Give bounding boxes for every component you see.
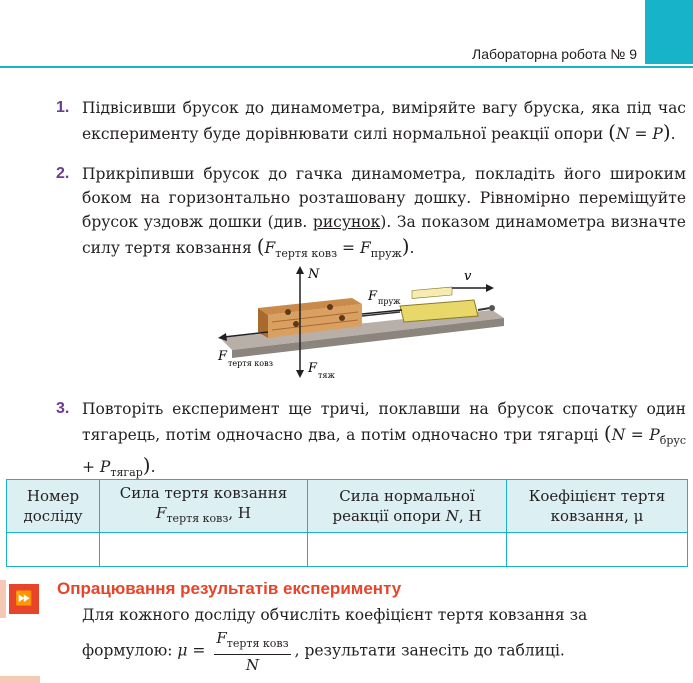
step-number: 1. bbox=[56, 99, 70, 116]
table-header-cell: Сила нормальної реакції опори N, Н bbox=[308, 480, 507, 533]
step-number: 2. bbox=[56, 165, 70, 182]
page-tab bbox=[645, 0, 693, 64]
step-text: Підвісивши брусок до динамометра, виміряйте вагу бруска, яка під час експерименту буде дорівнювати силі нормальної реакції опори bbox=[82, 99, 686, 143]
step-text-2: ). За показом динамометра визначте силу тертя ковзання bbox=[82, 213, 686, 257]
svg-text:тяж: тяж bbox=[318, 371, 335, 380]
formula-fraction: $\frac{F_{тертя ковз}}{N}$ bbox=[216, 629, 289, 674]
table-cell[interactable] bbox=[7, 533, 100, 567]
table-cell[interactable] bbox=[507, 533, 688, 567]
label-f-tertya: F bbox=[218, 349, 228, 364]
label-f-pruzh: F bbox=[368, 289, 378, 304]
section-marker bbox=[0, 580, 6, 618]
step-number: 3. bbox=[56, 400, 70, 417]
section-text: Для кожного досліду обчисліть коефіцієнт тертя ковзання за bbox=[82, 606, 588, 624]
table-header-cell: Коефіцієнт тертя ковзання, μ bbox=[507, 480, 688, 533]
step-3: 3. Повторіть експеримент ще тричі, поклавши на брусок спочатку один тягарець, потім одночасно два, а потім одночасно три тягарці $(N = P_{брус} + P_{тягар})$. bbox=[82, 397, 686, 485]
label-N: N bbox=[308, 267, 320, 282]
table-cell[interactable] bbox=[308, 533, 507, 567]
page-header-title: Лабораторна робота № 9 bbox=[472, 46, 637, 62]
label-v: v bbox=[464, 269, 472, 284]
step-2: 2. Прикріпивши брусок до гачка динамометра, покладіть його широким боком на горизонтально розташовану дошку. Рівномірно переміщуйте брусок уздовж дошки (див. рисунок). За показом динамометра визначте силу тертя ковзання $(F_{тертя ковз} = F_{пруж})$. bbox=[82, 162, 686, 266]
table-header-row bbox=[7, 480, 688, 533]
section-formula-line: формулою: μ = $\frac{F_{тертя ковз}}{N}$ , результати занесіть до таблиці. bbox=[82, 629, 565, 674]
step-1: 1. Підвісивши брусок до динамометра, виміряйте вагу бруска, яка під час експерименту буде дорівнювати силі нормальної реакції опори (N = P). bbox=[82, 96, 686, 146]
formula: N = P bbox=[615, 125, 663, 143]
svg-text:тертя ковз: тертя ковз bbox=[228, 359, 273, 368]
header-divider bbox=[0, 66, 693, 68]
table-header-cell: Номер досліду bbox=[7, 480, 100, 533]
step-text: Прикріпивши брусок до гачка динамометра, покладіть його широким боком на горизонтально розташовану дошку. Рівномірно переміщуйте брусок уздовж дошки (див. bbox=[82, 165, 686, 231]
svg-text:пруж: пруж bbox=[378, 297, 401, 306]
table-row bbox=[7, 533, 688, 567]
figure-link[interactable]: рисунок bbox=[312, 213, 381, 231]
results-table bbox=[6, 479, 688, 567]
table-header-cell: Сила тертя ковзання $F_{тертя ковз}$, Н bbox=[100, 480, 308, 533]
section-title: Опрацювання результатів експерименту bbox=[57, 579, 402, 598]
bottom-strip bbox=[0, 676, 693, 683]
label-f-tyazh: F bbox=[308, 361, 318, 376]
fast-forward-icon: ⏩ bbox=[9, 584, 39, 614]
step-text: Повторіть експеримент ще тричі, поклавши на брусок спочатку один тягарець, потім одночасно два, а потім одночасно три тягарці bbox=[82, 400, 686, 444]
experiment-figure bbox=[212, 260, 512, 390]
table-cell[interactable] bbox=[100, 533, 308, 567]
